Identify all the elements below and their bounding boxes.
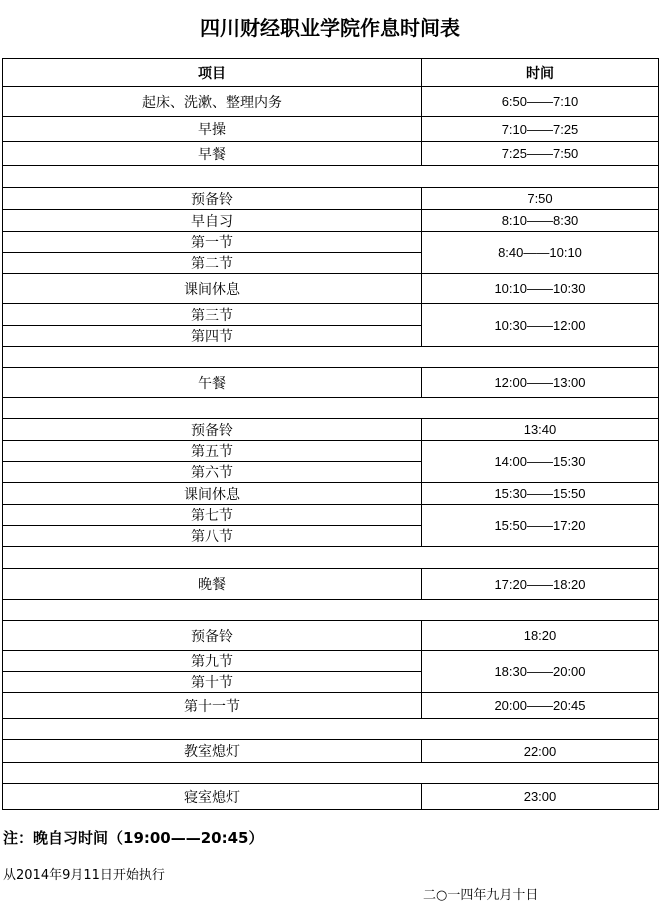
header-time: 时间 [422, 59, 659, 87]
time-cell: 7:50 [422, 188, 659, 210]
spacer-cell [3, 166, 659, 188]
item-cell: 早餐 [3, 142, 422, 166]
effective-date-text: 从2014年9月11日开始执行 [3, 868, 165, 883]
item-cell: 预备铃 [3, 188, 422, 210]
item-cell: 第三节 [3, 304, 422, 326]
spacer-row [3, 547, 659, 569]
time-cell: 17:20——18:20 [422, 569, 659, 600]
table-row [3, 784, 659, 810]
evening-study-note: 注：晚自习时间（19:00——20:45） [3, 829, 264, 847]
table-row [3, 210, 659, 232]
item-cell: 早自习 [3, 210, 422, 232]
spacer-cell [3, 719, 659, 740]
spacer-row [3, 398, 659, 419]
item-cell: 起床、洗漱、整理内务 [3, 87, 422, 117]
item-cell: 预备铃 [3, 621, 422, 651]
item-cell: 早操 [3, 117, 422, 142]
item-cell: 课间休息 [3, 274, 422, 304]
item-cell: 第六节 [3, 462, 422, 483]
time-cell: 20:00——20:45 [422, 693, 659, 719]
table-row [3, 232, 659, 253]
schedule-table [2, 58, 659, 810]
item-cell: 第九节 [3, 651, 422, 672]
table-row [3, 368, 659, 398]
time-cell: 7:10——7:25 [422, 117, 659, 142]
item-cell: 第五节 [3, 441, 422, 462]
table-row [3, 142, 659, 166]
spacer-row [3, 347, 659, 368]
spacer-cell [3, 547, 659, 569]
item-cell: 课间休息 [3, 483, 422, 505]
table-row [3, 441, 659, 462]
table-row [3, 419, 659, 441]
item-cell: 预备铃 [3, 419, 422, 441]
time-cell: 10:30——12:00 [422, 304, 659, 347]
table-row [3, 274, 659, 304]
table-row [3, 569, 659, 600]
spacer-cell [3, 763, 659, 784]
item-cell: 午餐 [3, 368, 422, 398]
item-cell: 第二节 [3, 253, 422, 274]
time-cell: 6:50——7:10 [422, 87, 659, 117]
time-cell: 10:10——10:30 [422, 274, 659, 304]
time-cell: 14:00——15:30 [422, 441, 659, 483]
item-cell: 晚餐 [3, 569, 422, 600]
spacer-row [3, 763, 659, 784]
time-cell: 8:10——8:30 [422, 210, 659, 232]
time-cell: 13:40 [422, 419, 659, 441]
time-cell: 15:50——17:20 [422, 505, 659, 547]
spacer-row [3, 719, 659, 740]
time-cell: 15:30——15:50 [422, 483, 659, 505]
item-cell: 第十节 [3, 672, 422, 693]
table-row [3, 117, 659, 142]
table-row [3, 621, 659, 651]
time-cell: 18:30——20:00 [422, 651, 659, 693]
table-row [3, 483, 659, 505]
item-cell: 第四节 [3, 326, 422, 347]
table-header-row [3, 59, 659, 87]
table-row [3, 693, 659, 719]
item-cell: 第七节 [3, 505, 422, 526]
time-cell: 22:00 [422, 740, 659, 763]
table-row [3, 651, 659, 672]
table-row [3, 304, 659, 326]
item-cell: 寝室熄灯 [3, 784, 422, 810]
page-title: 四川财经职业学院作息时间表 [200, 16, 460, 40]
spacer-row [3, 166, 659, 188]
spacer-cell [3, 398, 659, 419]
spacer-cell [3, 347, 659, 368]
item-cell: 第八节 [3, 526, 422, 547]
table-row [3, 505, 659, 526]
spacer-cell [3, 600, 659, 621]
table-row [3, 188, 659, 210]
time-cell: 7:25——7:50 [422, 142, 659, 166]
issue-date: 二○一四年九月十日 [423, 888, 539, 903]
table-row [3, 740, 659, 763]
item-cell: 第一节 [3, 232, 422, 253]
time-cell: 12:00——13:00 [422, 368, 659, 398]
item-cell: 教室熄灯 [3, 740, 422, 763]
header-item: 项目 [3, 59, 422, 87]
item-cell: 第十一节 [3, 693, 422, 719]
time-cell: 23:00 [422, 784, 659, 810]
time-cell: 8:40——10:10 [422, 232, 659, 274]
time-cell: 18:20 [422, 621, 659, 651]
spacer-row [3, 600, 659, 621]
table-row [3, 87, 659, 117]
